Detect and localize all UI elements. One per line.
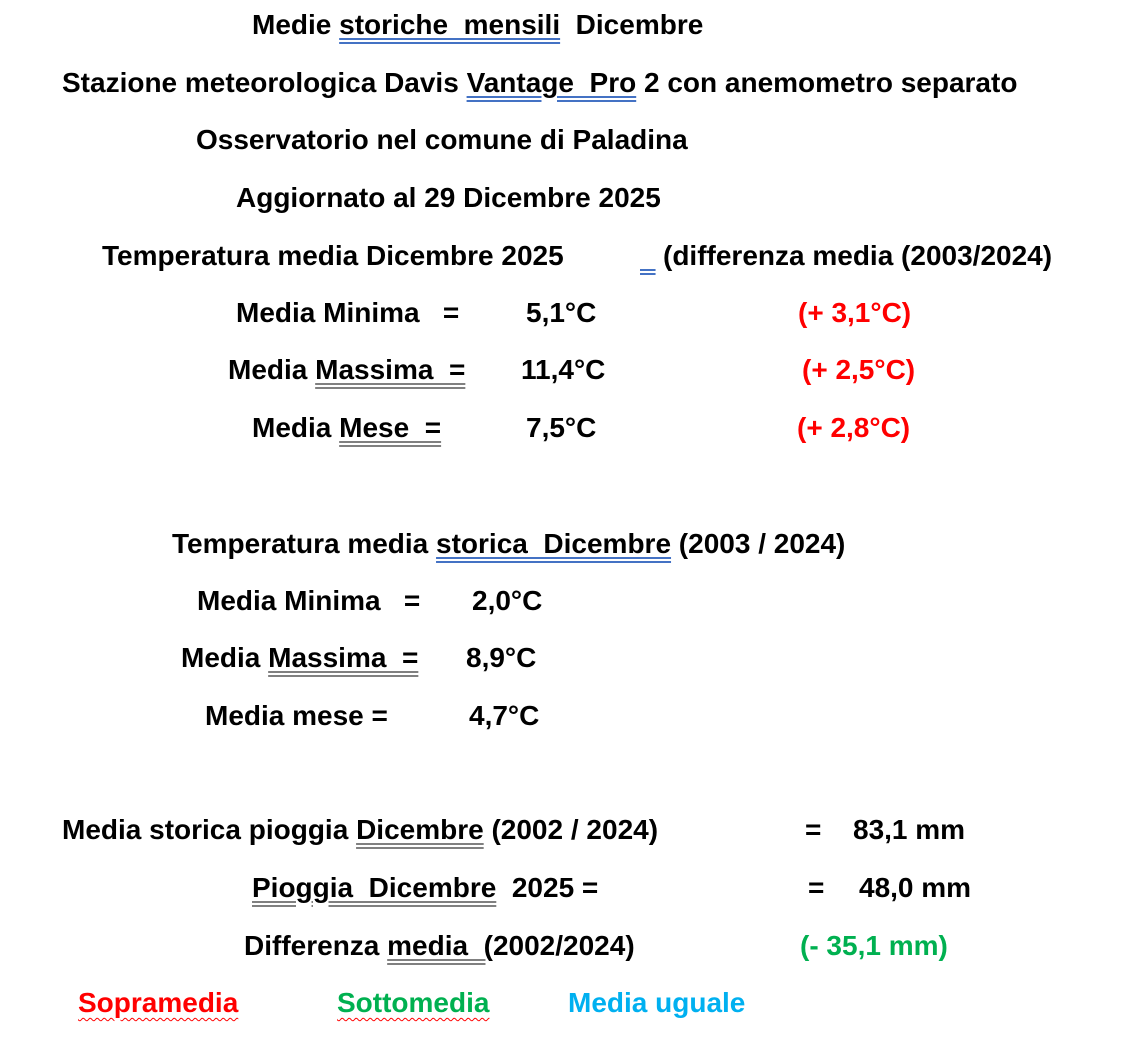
label-text-underlined: Massima =	[315, 354, 466, 385]
current-mean-label	[252, 411, 441, 445]
label-text-underlined: Pioggia Dicembre	[252, 872, 497, 903]
current-max-label	[228, 353, 465, 387]
hist-max-value: 8,9°C	[466, 642, 537, 673]
current-max-value: 11,4°C	[521, 354, 606, 385]
historical-heading	[172, 527, 845, 561]
rain-hist-equals: =	[805, 814, 822, 845]
heading-period: (2003 / 2024)	[671, 528, 846, 559]
title-text-month: Dicembre	[560, 9, 704, 40]
label-text: 2025 =	[496, 872, 599, 903]
rain-diff-label	[244, 929, 635, 963]
label-text: Media	[228, 354, 316, 385]
heading-text: Temperatura media	[172, 528, 437, 559]
rain-diff-value: (- 35,1 mm)	[800, 930, 948, 961]
legend-equal: Media uguale	[568, 987, 746, 1018]
diff-heading: (differenza media (2003/2024)	[663, 240, 1053, 271]
label-text: Media	[181, 642, 269, 673]
title-text: Medie	[252, 9, 340, 40]
rain-current-value: 48,0 mm	[859, 872, 972, 903]
rain-hist-label	[62, 813, 658, 847]
label-text: Media	[252, 412, 340, 443]
label-text-underlined: Dicembre	[356, 814, 484, 845]
heading-text-underlined: storica Dicembre	[436, 528, 672, 559]
current-min-value: 5,1°C	[526, 297, 597, 328]
label-period: 2002/2024)	[492, 930, 635, 961]
rain-current-equals: =	[808, 872, 825, 903]
rain-current-label	[252, 871, 598, 905]
legend-above: Sopramedia	[78, 987, 239, 1018]
label-text-underlined: Massima =	[268, 642, 419, 673]
current-min-diff: (+ 3,1°C)	[798, 297, 912, 328]
station-line	[62, 66, 1017, 100]
station-text-end: 2 con anemometro separato	[636, 67, 1018, 98]
hist-max-label	[181, 641, 418, 675]
label-text: Media storica pioggia	[62, 814, 357, 845]
label-text: Differenza	[244, 930, 388, 961]
updated-line: Aggiornato al 29 Dicembre 2025	[236, 182, 661, 213]
title	[252, 8, 703, 42]
current-heading: Temperatura media Dicembre 2025	[102, 240, 564, 271]
legend-below: Sottomedia	[337, 987, 490, 1018]
current-mean-value: 7,5°C	[526, 412, 597, 443]
hist-mean-value: 4,7°C	[469, 700, 540, 731]
current-mean-diff: (+ 2,8°C)	[797, 412, 911, 443]
current-max-diff: (+ 2,5°C)	[802, 354, 916, 385]
observatory-line: Osservatorio nel comune di Paladina	[196, 124, 688, 155]
station-model: Vantage Pro	[466, 67, 637, 98]
underline-space	[640, 239, 664, 273]
hist-mean-label: Media mese =	[205, 700, 388, 731]
label-text-underlined: Mese =	[339, 412, 442, 443]
rain-hist-value: 83,1 mm	[853, 814, 966, 845]
station-text: Stazione meteorologica Davis	[62, 67, 467, 98]
current-min-label: Media Minima =	[236, 297, 460, 328]
label-period: (2002 / 2024)	[483, 814, 659, 845]
hist-min-value: 2,0°C	[472, 585, 543, 616]
label-text-underlined: media (	[387, 930, 493, 961]
title-text-underlined: storiche mensili	[339, 9, 561, 40]
hist-min-label: Media Minima =	[197, 585, 421, 616]
